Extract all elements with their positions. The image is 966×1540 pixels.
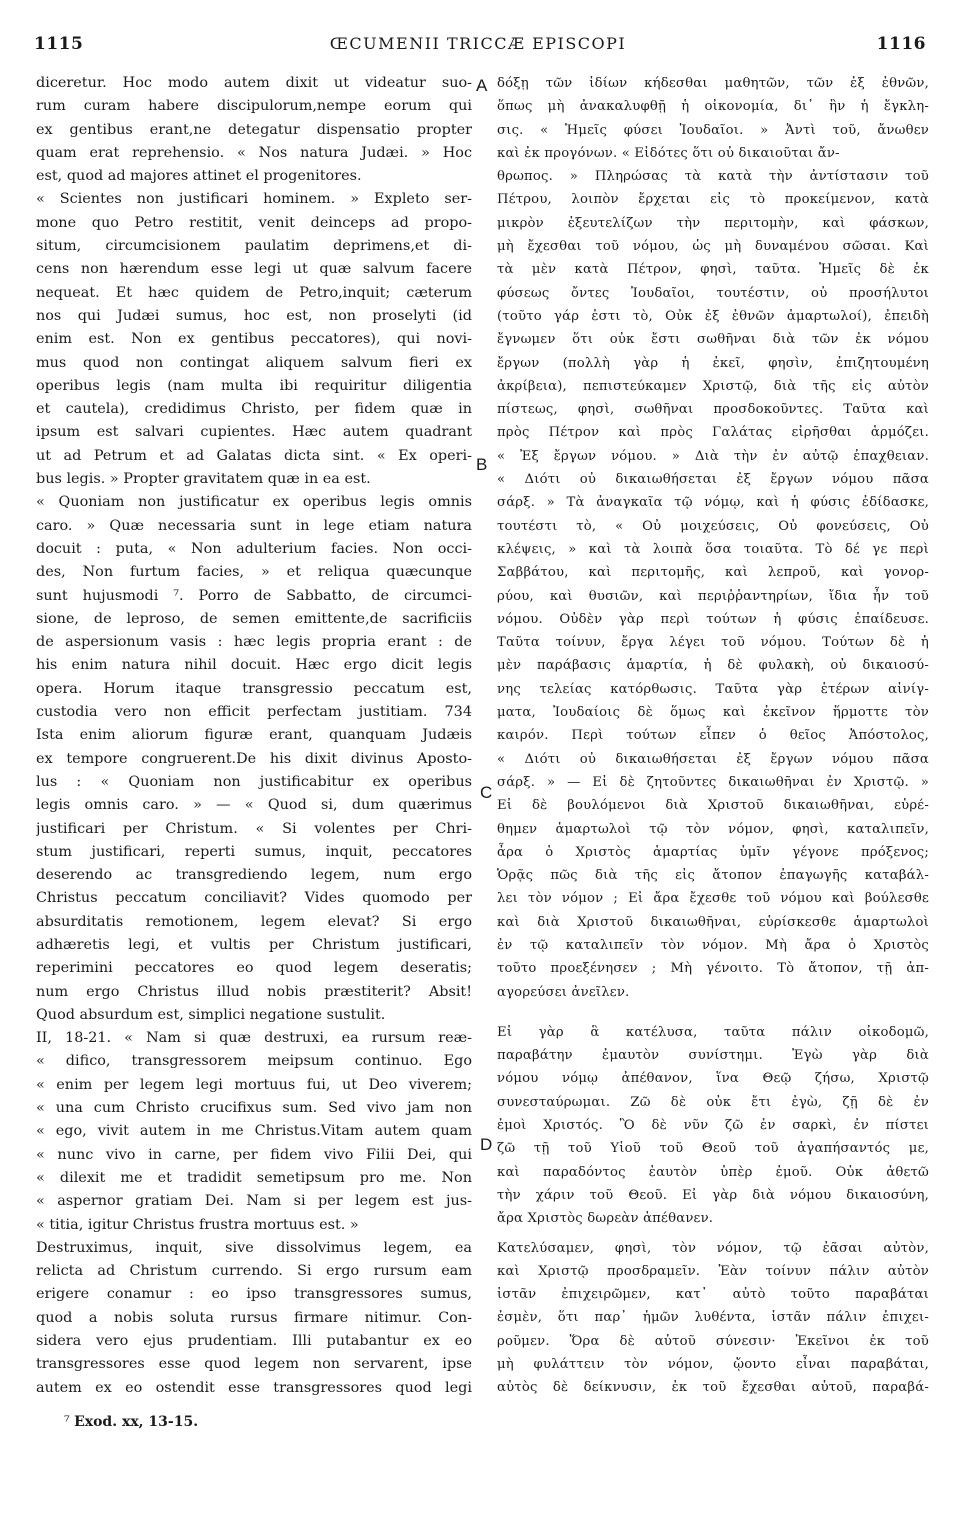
latin-line: et cautela), credidimus Christo, per fidem quæ in xyxy=(36,401,472,418)
latin-line: sione, de leproso, de semen emittente,de sacrificiis xyxy=(36,610,472,627)
latin-line: transgressores esse quod legem non servarent, ipse xyxy=(36,1356,472,1373)
greek-line: τὴν χάριν τοῦ Θεοῦ. Εἰ γὰρ διὰ νόμου δικαιοσύνη, xyxy=(497,1187,929,1203)
latin-line: quam erat reprehensio. « Nos natura Judæi. » Hoc xyxy=(36,144,472,161)
greek-line: καὶ ἐκ προγόνων. « Εἰδότες ὅτι οὐ δικαιοῦται ἄν- xyxy=(497,145,840,161)
greek-line: καιρόν. Περὶ τούτων εἶπεν ὁ θεῖος Ἀπόστολος, xyxy=(497,728,929,744)
greek-line: ἄρα Χριστὸς δωρεὰν ἀπέθανεν. xyxy=(497,1211,714,1227)
latin-line: « Quoniam non justificatur ex operibus legis omnis xyxy=(36,494,472,511)
latin-line: erigere conamur : eo ipso transgressores sumus, xyxy=(36,1286,472,1303)
greek-line: τοῦτο προεξένησεν ; Μὴ γένοιτο. Τὸ ἄτοπον, τῇ ἀπ- xyxy=(497,961,929,977)
latin-column xyxy=(36,72,472,1400)
latin-line: ex tempore congruerent.De his dixit divinus Aposto- xyxy=(36,750,472,767)
latin-line: « difico, transgressorem meipsum continuo. Ego xyxy=(36,1053,472,1070)
greek-line: σις. « Ἡμεῖς φύσει Ἰουδαῖοι. » Ἀντὶ τοῦ, ἄνωθεν xyxy=(497,122,929,138)
greek-line: μικρὸν ἐξευτελίζων τὴν περιτομὴν, καὶ φάσκων, xyxy=(497,215,929,231)
greek-line: καὶ Χριστῷ προσδραμεῖν. Ἐὰν τοίνυν πάλιν αὐτὸν xyxy=(497,1263,929,1279)
latin-line: reperimini peccatores eo quod legem deseratis; xyxy=(36,960,472,977)
latin-line: enim est. Non ex gentibus peccatores), qui novi- xyxy=(36,331,472,348)
greek-line: ὅπως μὴ ἀνακαλυφθῇ ἡ οἰκονομία, δι᾽ ἣν ἡ ἔγκλη- xyxy=(497,99,929,115)
latin-line: bus legis. » Propter gravitatem quæ in ea est. xyxy=(36,471,371,488)
greek-line: ἆρα ὁ Χριστὸς ἁμαρτίας ὑμῖν γέγονε πρόξενος; xyxy=(497,844,929,860)
footnote xyxy=(64,1414,198,1430)
running-title: ŒCUMENII TRICCÆ EPISCOPI xyxy=(329,34,627,53)
greek-line: μὴ φυλάττειν τὸν νόμον, ᾤοντο εἶναι παραβάται, xyxy=(497,1357,929,1373)
latin-line: docuit : puta, « Non adulterium facies. Non occi- xyxy=(36,540,472,557)
latin-line: « titia, igitur Christus frustra mortuus est. » xyxy=(36,1216,359,1233)
greek-line: καὶ διὰ Χριστοῦ δικαιωθῆναι, εὑρίσκεσθε ἁμαρτωλοὶ xyxy=(497,914,929,930)
greek-line: « Διότι οὐ δικαιωθήσεται ἐξ ἔργων νόμου πᾶσα xyxy=(497,472,929,488)
latin-line: caro. » Quæ necessaria sunt in lege etiam natura xyxy=(36,517,472,534)
latin-line: opera. Horum itaque transgressio peccatum est, xyxy=(36,680,472,697)
greek-line: ρύου, καὶ θυσιῶν, καὶ περιῤῥαντηρίων, ἴδια ἦν τοῦ xyxy=(497,588,929,604)
latin-line: Christus peccatum conciliavit? Vides quomodo per xyxy=(36,890,472,907)
greek-line: ἀκρίβεια), πεπιστεύκαμεν Χριστῷ, διὰ τῆς εἰς αὐτὸν xyxy=(497,378,929,394)
latin-line: operibus legis (nam multa ibi requiritur diligentia xyxy=(36,377,472,394)
greek-line: Εἰ δὲ βουλόμενοι διὰ Χριστοῦ δικαιωθῆναι, εὑρέ- xyxy=(497,798,929,814)
latin-line: mus quod non contingat aliquem salvum fieri ex xyxy=(36,354,472,371)
latin-line: deserendo ac transgrediendo legem, num ergo xyxy=(36,867,472,884)
latin-line: sunt hujusmodi ⁷. Porro de Sabbatto, de circumci- xyxy=(36,587,472,604)
greek-line: Ταῦτα τοίνυν, ἔργα λέγει τοῦ νόμου. Τούτων δὲ ἡ xyxy=(497,635,929,651)
greek-line: Πέτρου, λοιπὸν ἔρχεται εἰς τὸ προκείμενον, κατὰ xyxy=(497,192,929,208)
latin-line: relicta ad Christum currendo. Si ergo rursum eam xyxy=(36,1263,472,1280)
greek-line: αγορεύσει ἀνεῖλεν. xyxy=(497,984,630,1000)
greek-line: πίστεως, φησὶ, σωθῆναι προσδοκοῦντες. Ταῦτα καὶ xyxy=(497,402,929,418)
latin-line: nos qui Judæi sumus, hoc est, non proselyti (id xyxy=(36,307,472,324)
greek-line: φύσεως ὄντες Ἰουδαῖοι, τουτέστιν, οὐ προσήλυτοι xyxy=(497,285,929,301)
greek-line: συνεσταύρωμαι. Ζῶ δὲ οὐκ ἔτι ἐγὼ, ζῇ δὲ ἐν xyxy=(497,1094,929,1110)
greek-line: ἔργων (πολλὴ γὰρ ἡ ἐκεῖ, φησὶν, ἐπιζητουμένη xyxy=(497,355,929,371)
latin-line: his enim natura nihil docuit. Hæc ergo dicit legis xyxy=(36,657,472,674)
latin-line: Quod absurdum est, simplici negatione sustulit. xyxy=(36,1006,386,1023)
latin-line: ex gentibus erant,ne detegatur dispensatio propter xyxy=(36,121,472,138)
latin-line: ut ad Petrum et ad Galatas dicta sint. « Ex operi- xyxy=(36,447,472,464)
latin-line: de aspersionum vasis : hæc legis propria erant : de xyxy=(36,634,472,651)
page-number-left: 1115 xyxy=(34,34,84,54)
latin-line: autem ex eo ostendit esse transgressores quod legi xyxy=(36,1379,472,1396)
latin-line: custodia vero non efficit perfectam justitiam. 734 xyxy=(36,704,472,721)
latin-line: « nunc vivo in carne, per fidem vivo Filii Dei, qui xyxy=(36,1146,472,1163)
greek-line: πρὸς Πέτρον καὶ πρὸς Γαλάτας εἰρῆσθαι ἁρμόζει. xyxy=(497,425,929,441)
latin-line: nequeat. Et hæc quidem de Petro,inquit; cæterum xyxy=(36,284,472,301)
latin-line: absurditatis remotionem, legem elevat? Si ergo xyxy=(36,913,472,930)
latin-line: « enim per legem legi mortuus fui, ut Deo viverem; xyxy=(36,1076,472,1093)
greek-line: σάρξ. » — Εἰ δὲ ζητοῦντες δικαιωθῆναι ἐν Χριστῷ. » xyxy=(497,774,929,790)
latin-line: adhæretis legi, et vultis per Christum justificari, xyxy=(36,936,472,953)
latin-line: Ista enim aliorum figuræ erant, quanquam Judæis xyxy=(36,727,472,744)
latin-line: des, Non furtum facies, » et reliqua quæcunque xyxy=(36,564,472,581)
greek-line: αὐτὸς δὲ δείκνυσιν, ἐκ τοῦ ἔχεσθαι αὐτοῦ, παραβά- xyxy=(497,1380,929,1396)
latin-line: cens non hærendum esse legi ut quæ salvum facere xyxy=(36,261,472,278)
latin-line: II, 18-21. « Nam si quæ destruxi, ea rursum reæ- xyxy=(36,1030,472,1047)
greek-line: Εἰ γὰρ ἃ κατέλυσα, ταῦτα πάλιν οἰκοδομῶ, xyxy=(497,1024,929,1040)
page-header xyxy=(30,34,926,64)
footnote-reference: Exod. xx, 13-15. xyxy=(74,1414,199,1430)
greek-line: μὲν παράβασις ἁμαρτία, ἡ δὲ φυλακὴ, οὐ δικαιοσύ- xyxy=(497,658,929,674)
greek-line: νόμου νόμῳ ἀπέθανον, ἵνα Θεῷ ζήσω, Χριστῷ xyxy=(497,1071,929,1087)
greek-line: νης τελείας κατόρθωσις. Ταῦτα γὰρ ἑτέρων αἰνίγ- xyxy=(497,681,929,697)
greek-line: ροῦμεν. Ὅρα δὲ αὐτοῦ σύνεσιν· Ἐκεῖνοι ἐκ τοῦ xyxy=(497,1333,929,1349)
latin-line: mone quo Petro restitit, venit deinceps ad propo- xyxy=(36,214,472,231)
page-number-right: 1116 xyxy=(876,34,926,54)
latin-line: ipsum est salvari cupientes. Hæc autem quadrant xyxy=(36,424,472,441)
latin-line: rum curam habere discipulorum,nempe eorum qui xyxy=(36,98,472,115)
latin-line: « ego, vivit autem in me Christus.Vitam autem quam xyxy=(36,1123,472,1140)
latin-line: sidera vero ejus prudentiam. Illi putabantur ex eo xyxy=(36,1333,472,1350)
greek-line: « Διότι οὐ δικαιωθήσεται ἐξ ἔργων νόμου πᾶσα xyxy=(497,751,929,767)
greek-line: κλέψεις, » καὶ τὰ λοιπὰ ὅσα τοιαῦτα. Τὸ δέ γε περὶ xyxy=(497,541,929,557)
greek-line: Ὁρᾷς πῶς διὰ τῆς εἰς ἄτοπον ἐπαγωγῆς καταβάλ- xyxy=(497,868,929,884)
latin-line: « dilexit me et tradidit semetipsum pro me. Non xyxy=(36,1169,472,1186)
greek-line: ματα, Ἰουδαίοις δὲ ὅμως καὶ ἐκεῖνον ἥρμοττε τὸν xyxy=(497,705,929,721)
greek-line: ἱστᾶν ἐπιχειρῶμεν, κατ᾽ αὐτὸ τοῦτο παραβάται xyxy=(497,1287,929,1303)
greek-line: Κατελύσαμεν, φησὶ, τὸν νόμον, τῷ ἐᾶσαι αὐτὸν, xyxy=(497,1240,929,1256)
latin-line: justificari per Christum. « Si volentes per Chri- xyxy=(36,820,472,837)
greek-line: « Ἐξ ἔργων νόμου. » Διὰ τὴν ἐν αὐτῷ ἐπαχθειαν. xyxy=(497,448,929,464)
greek-line: τὰ μὲν κατὰ Πέτρον, φησὶ, ταῦτα. Ἡμεῖς δὲ ἐκ xyxy=(497,262,929,278)
latin-line: stum justificari, reperti sumus, inquit, peccatores xyxy=(36,843,472,860)
latin-line: situm, circumcisionem paulatim deprimens,et di- xyxy=(36,238,472,255)
greek-line: θημεν ἁμαρτωλοὶ τῷ τὸν νόμον, φησὶ, καταλιπεῖν, xyxy=(497,821,929,837)
greek-line: λει τὸν νόμον ; Εἰ ἄρα ἔχεσθε τοῦ νόμου καὶ βούλεσθε xyxy=(497,891,929,907)
greek-line: μὴ ἔχεσθαι τοῦ νόμου, ὡς μὴ δυναμένου σῶσαι. Καὶ xyxy=(497,239,929,255)
greek-line: παραβάτην ἐμαυτὸν συνίστημι. Ἐγὼ γὰρ διὰ xyxy=(497,1048,929,1064)
paragraph-gap xyxy=(497,1004,929,1021)
latin-line: lus : « Quoniam non justificabitur ex operibus xyxy=(36,773,472,790)
margin-marker-b: B xyxy=(476,455,488,474)
latin-line: est, quod ad majores attinet el progenitores. xyxy=(36,168,362,185)
greek-line: ζῶ τῇ τοῦ Υἱοῦ τοῦ Θεοῦ τοῦ ἀγαπήσαντός με, xyxy=(497,1141,929,1157)
latin-line: « Scientes non justificari hominem. » Expleto ser- xyxy=(36,191,472,208)
greek-line: ἐν τῷ καταλιπεῖν τὸν νόμον. Μὴ ἄρα ὁ Χριστὸς xyxy=(497,937,929,953)
latin-line: « una cum Christo crucifixus sum. Sed vivo jam non xyxy=(36,1100,472,1117)
footnote-number: ⁷ xyxy=(64,1414,70,1430)
latin-line: Destruximus, inquit, sive dissolvimus legem, ea xyxy=(36,1239,472,1256)
greek-column xyxy=(497,72,929,1400)
latin-line: num ergo Christus illud nobis præstiterit? Absit! xyxy=(36,983,472,1000)
greek-line: σάρξ. » Τὰ ἀναγκαῖα τῷ νόμῳ, καὶ ἡ φύσις ἐδίδασκε, xyxy=(497,495,929,511)
greek-line: ἐμοὶ Χριστός. Ὃ δὲ νῦν ζῶ ἐν σαρκὶ, ἐν πίστει xyxy=(497,1118,929,1134)
latin-line: legis omnis caro. » — « Quod si, dum quærimus xyxy=(36,797,472,814)
greek-line: Σαββάτου, καὶ περιτομῆς, καὶ λεπροῦ, καὶ γονορ- xyxy=(497,565,929,581)
greek-line: δόξῃ τῶν ἰδίων κήδεσθαι μαθητῶν, τῶν ἐξ ἐθνῶν, xyxy=(497,76,929,91)
greek-line: θρωπος. » Πληρώσας τὰ κατὰ τὴν ἀντίστασιν τοῦ xyxy=(497,169,929,185)
latin-line: « aspernor gratiam Dei. Nam si per legem est jus- xyxy=(36,1193,472,1210)
greek-line: ἐσμὲν, ὅτι παρ᾽ ἡμῶν λυθέντα, ἱστᾶν πάλιν ἐπιχει- xyxy=(497,1310,929,1326)
margin-marker-c: C xyxy=(480,783,493,802)
margin-marker-a: A xyxy=(476,76,488,95)
greek-line: (τοῦτο γάρ ἐστι τὸ, Οὐκ ἐξ ἐθνῶν ἁμαρτωλοί), ἐπειδὴ xyxy=(497,308,929,324)
greek-line: καὶ παραδόντος ἑαυτὸν ὑπὲρ ἐμοῦ. Οὐκ ἀθετῶ xyxy=(497,1164,929,1180)
margin-marker-d: D xyxy=(480,1135,493,1154)
latin-line: diceretur. Hoc modo autem dixit ut videatur suo- xyxy=(36,75,472,91)
greek-line: τουτέστι τὸ, « Οὐ μοιχεύσεις, Οὐ φονεύσεις, Οὐ xyxy=(497,518,929,534)
latin-line: quod a nobis soluta rursus firmare nitimur. Con- xyxy=(36,1309,472,1326)
greek-line: νόμου. Οὐδὲν γὰρ περὶ τούτων ἡ φύσις ἐπαίδευσε. xyxy=(497,611,929,627)
greek-line: ἔγνωμεν ὅτι οὐκ ἔστι σωθῆναι διὰ τῶν ἐκ νόμου xyxy=(497,332,929,348)
